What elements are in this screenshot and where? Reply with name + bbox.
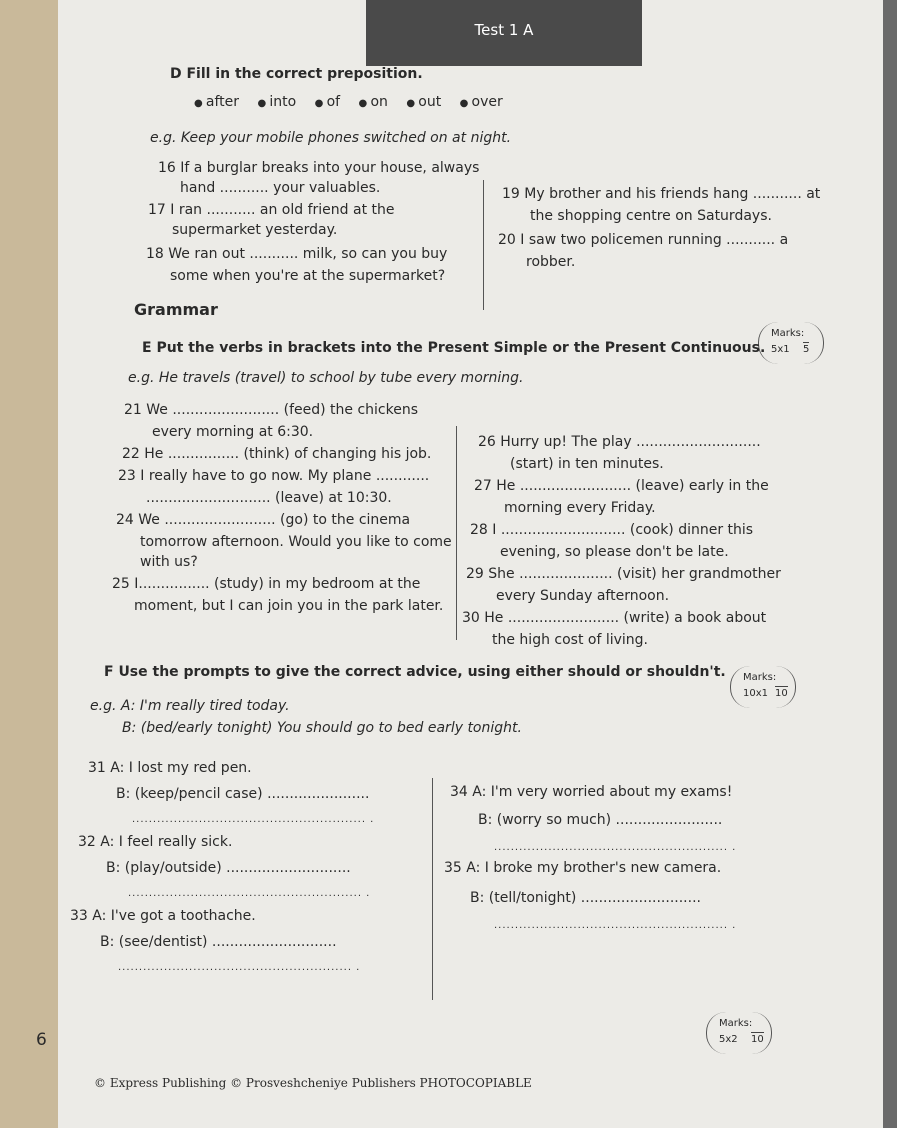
item-23-line1: 23 I really have to go now. My plane ............ — [118, 468, 430, 484]
item-27-line2: morning every Friday. — [504, 500, 656, 516]
item-34-a: 34 A: I'm very worried about my exams! — [450, 784, 733, 800]
marks-label: Marks: — [743, 672, 777, 683]
section-f-example-b: B: (bed/early tonight) You should go to bed early tonight. — [122, 720, 522, 736]
answer-line: ........................................................ . — [128, 888, 371, 899]
item-25-line1: 25 I................ (study) in my bedroom at the — [112, 576, 421, 592]
item-27-line1: 27 He ......................... (leave) early in the — [474, 478, 769, 494]
answer-line: ........................................................ . — [494, 920, 737, 931]
grammar-title: Grammar — [134, 300, 218, 319]
marks-denominator: 5 — [803, 344, 810, 355]
item-29-line2: every Sunday afternoon. — [496, 588, 670, 604]
item-26-line1: 26 Hurry up! The play ............................ — [478, 434, 761, 450]
marks-box-e — [730, 666, 796, 708]
item-31-b: B: (keep/pencil case) ....................... — [116, 786, 370, 802]
section-f-example-a: e.g. A: I'm really tired today. — [90, 698, 290, 714]
item-21-line1: 21 We ........................ (feed) the chickens — [124, 402, 418, 418]
item-31-a: 31 A: I lost my red pen. — [88, 760, 252, 776]
marks-denominator: 10 — [775, 688, 788, 699]
item-21-line2: every morning at 6:30. — [152, 424, 314, 440]
copyright-footer: © Express Publishing © Prosveshcheniye Publishers PHOTOCOPIABLE — [94, 1076, 532, 1090]
marks-label: Marks: — [771, 328, 805, 339]
item-32-a: 32 A: I feel really sick. — [78, 834, 233, 850]
answer-line: ........................................................ . — [118, 962, 361, 973]
item-16-line1: 16 If a burglar breaks into your house, always — [158, 160, 480, 176]
item-33-a: 33 A: I've got a toothache. — [70, 908, 256, 924]
section-e-example: e.g. He travels (travel) to school by tube every morning. — [128, 370, 524, 386]
page-edge — [883, 0, 897, 1128]
item-30-line1: 30 He ......................... (write) a book about — [462, 610, 767, 626]
marks-denominator: 10 — [751, 1034, 764, 1045]
item-18-line2: some when you're at the supermarket? — [170, 268, 446, 284]
item-24-line3: with us? — [140, 554, 198, 570]
item-19-line1: 19 My brother and his friends hang ........... at — [502, 186, 821, 202]
item-20-line1: 20 I saw two policemen running ........... a — [498, 232, 789, 248]
marks-box-f — [706, 1012, 772, 1054]
option: ● after — [194, 94, 239, 110]
option: ● of — [315, 94, 340, 110]
item-33-b: B: (see/dentist) ............................ — [100, 934, 337, 950]
option: ● over — [460, 94, 503, 110]
item-35-a: 35 A: I broke my brother's new camera. — [444, 860, 722, 876]
item-25-line2: moment, but I can join you in the park later. — [134, 598, 444, 614]
item-17-line1: 17 I ran ........... an old friend at the — [148, 202, 395, 218]
item-24-line1: 24 We ......................... (go) to the cinema — [116, 512, 411, 528]
item-35-b: B: (tell/tonight) ........................... — [470, 890, 701, 906]
item-20-line2: robber. — [526, 254, 576, 270]
column-divider — [432, 778, 433, 1000]
section-e-instruction: E Put the verbs in brackets into the Present Simple or the Present Continuous. — [142, 340, 766, 356]
item-34-b: B: (worry so much) ........................ — [478, 812, 723, 828]
section-f-instruction: F Use the prompts to give the correct advice, using either should or shouldn't. — [104, 664, 726, 680]
section-d-instruction: D Fill in the correct preposition. — [170, 66, 423, 82]
item-28-line1: 28 I ............................ (cook) dinner this — [470, 522, 754, 538]
item-29-line1: 29 She ..................... (visit) her grandmother — [466, 566, 781, 582]
preposition-options — [194, 94, 517, 110]
item-19-line2: the shopping centre on Saturdays. — [530, 208, 772, 224]
item-16-line2: hand ........... your valuables. — [180, 180, 381, 196]
column-divider — [483, 180, 484, 310]
page-number: 6 — [36, 1030, 47, 1050]
marks-label: Marks: — [719, 1018, 753, 1029]
item-28-line2: evening, so please don't be late. — [500, 544, 729, 560]
item-32-b: B: (play/outside) ............................ — [106, 860, 351, 876]
item-17-line2: supermarket yesterday. — [172, 222, 338, 238]
item-30-line2: the high cost of living. — [492, 632, 649, 648]
option: ● out — [406, 94, 441, 110]
marks-box-d — [758, 322, 824, 364]
item-22: 22 He ................ (think) of changing his job. — [122, 446, 432, 462]
item-26-line2: (start) in ten minutes. — [510, 456, 664, 472]
item-24-line2: tomorrow afternoon. Would you like to come — [140, 534, 452, 550]
marks-formula: 5x2 — [719, 1034, 738, 1045]
column-divider — [456, 426, 457, 640]
item-18-line1: 18 We ran out ........... milk, so can you buy — [146, 246, 448, 262]
test-title: Test 1 A — [366, 0, 642, 66]
marks-formula: 5x1 — [771, 344, 790, 355]
answer-line: ........................................................ . — [494, 842, 737, 853]
section-d-example: e.g. Keep your mobile phones switched on at night. — [150, 130, 512, 146]
marks-formula: 10x1 — [743, 688, 769, 699]
option: ● on — [359, 94, 388, 110]
item-23-line2: ............................ (leave) at 10:30. — [146, 490, 392, 506]
option: ● into — [257, 94, 296, 110]
answer-line: ........................................................ . — [132, 814, 375, 825]
